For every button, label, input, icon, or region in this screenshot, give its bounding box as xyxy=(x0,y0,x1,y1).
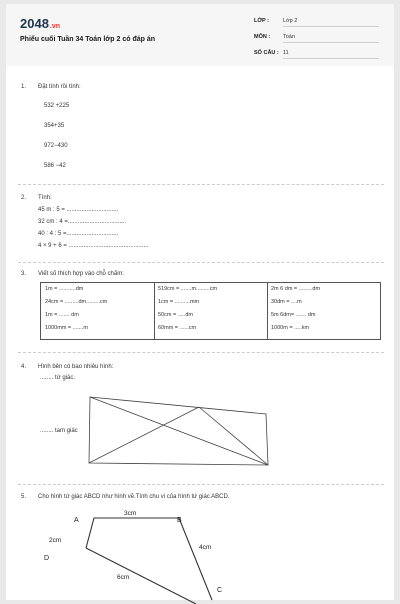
subject-value: Toán xyxy=(283,34,379,43)
question-2-number: 2. xyxy=(21,195,27,201)
question-4-text: Hình bên có bao nhiêu hình: xyxy=(38,364,114,370)
vertex-label-b: B xyxy=(177,517,182,524)
expression-line: 45 m : 5 = ............................... xyxy=(38,207,119,213)
question-1-number: 1. xyxy=(21,84,27,90)
calc-line: 532 +225 xyxy=(44,103,70,109)
quadrilateral-abcd xyxy=(6,4,394,604)
table-cell: 30dm = ....m xyxy=(271,299,302,305)
table-cell: 1000mm = .......m xyxy=(45,325,88,331)
answer-blank-triangles: ........ tam giác xyxy=(40,428,78,434)
table-cell: 519cm = .......m.........cm xyxy=(158,286,218,292)
edge-label-ad: 2cm xyxy=(49,537,62,544)
calc-line: 354+35 xyxy=(44,123,65,129)
calc-line: 586 −42 xyxy=(44,163,66,169)
question-3-text: Viết số thích hợp vào chỗ chấm: xyxy=(38,271,124,277)
question-2-text: Tính: xyxy=(38,195,52,201)
question-1-text: Đặt tính rồi tính: xyxy=(38,84,81,90)
table-cell: 50cm = .....dm xyxy=(158,312,193,318)
worksheet xyxy=(6,4,394,600)
table-cell: 1cm = ..........mm xyxy=(158,299,200,305)
question-5-text: Cho hình tứ giác ABCD như hình vẽ.Tính chu vi của hình tứ giác ABCD. xyxy=(38,494,230,500)
table-cell: 60mm = ......cm xyxy=(158,325,197,331)
expression-line: 40 : 4 : 5 =............................... xyxy=(38,231,119,237)
table-cell: 5m 6dm= ....... dm xyxy=(271,312,316,318)
expression-line: 4 × 9 + 6 = ................................................ xyxy=(38,243,149,249)
quadrilateral-bottom-edge xyxy=(86,548,196,604)
subject-label: MÔN : xyxy=(254,34,271,40)
question-count-value: 11 xyxy=(283,50,379,59)
class-label: LỚP : xyxy=(254,18,269,24)
edge-label-dc: 6cm xyxy=(117,574,130,581)
question-3-number: 3. xyxy=(21,271,27,277)
vertex-label-a: A xyxy=(74,517,79,524)
edge-label-bc: 4cm xyxy=(199,544,212,551)
table-cell: 2m 6 dm = .........dm xyxy=(271,286,321,292)
table-cell: 24cm = .........dm.........cm xyxy=(45,299,108,305)
table-cell: 1000m = .....km xyxy=(271,325,310,331)
class-value: Lớp 2 xyxy=(283,18,379,27)
question-count-label: SỐ CÂU : xyxy=(254,50,279,56)
table-cell: 1m = ...........dm xyxy=(45,286,84,292)
expression-line: 32 cm : 4 =................................... xyxy=(38,219,127,225)
answer-blank-quadrilaterals: ........ tứ giác. xyxy=(40,375,76,381)
calc-line: 972−430 xyxy=(44,143,68,149)
quadrilateral-edges xyxy=(86,518,212,600)
vertex-label-c: C xyxy=(217,587,223,594)
table-cell: 1m = ....... dm xyxy=(45,312,79,318)
vertex-label-d: D xyxy=(44,555,50,562)
edge-label-ab: 3cm xyxy=(124,510,137,517)
question-4-number: 4. xyxy=(21,364,27,370)
page-title: Phiếu cuối Tuần 34 Toán lớp 2 có đáp án xyxy=(20,36,156,43)
site-logo[interactable]: 2048.vn xyxy=(20,16,61,31)
question-5-number: 5. xyxy=(21,494,27,500)
